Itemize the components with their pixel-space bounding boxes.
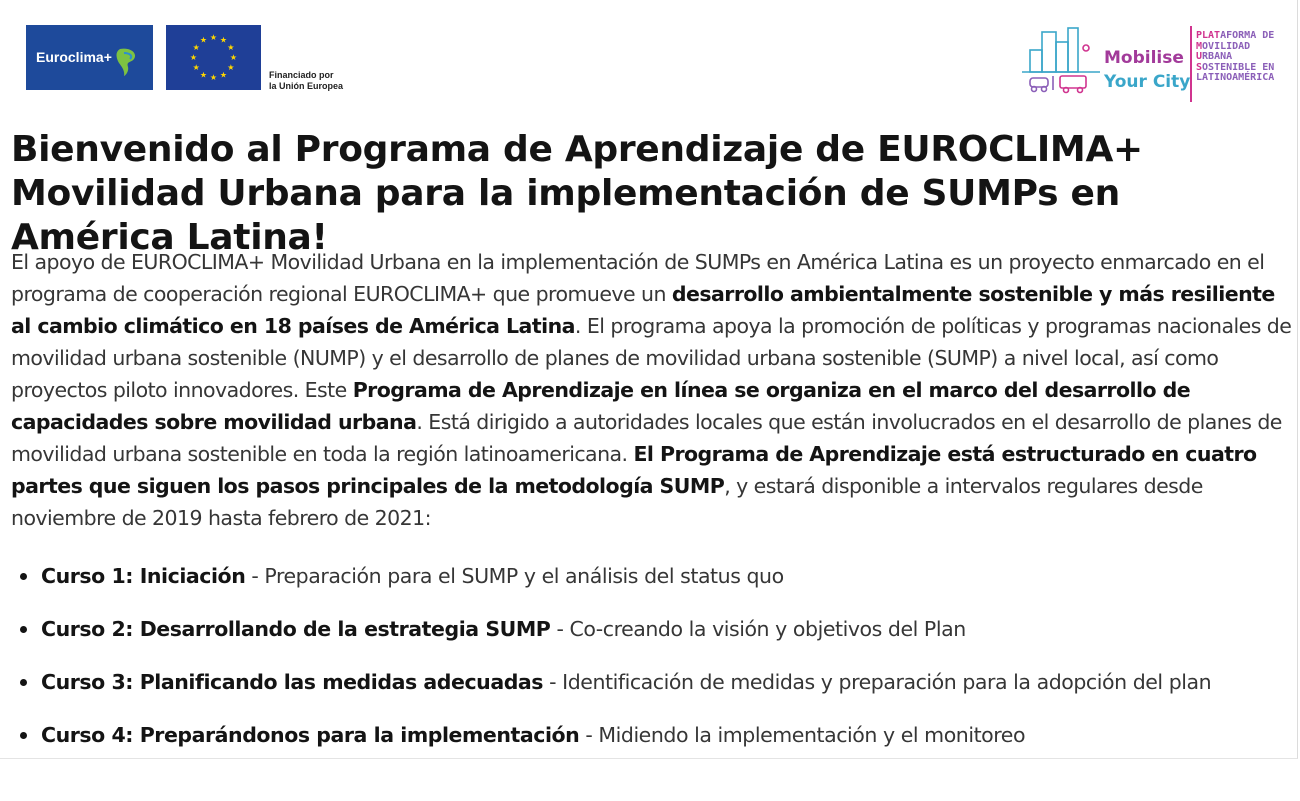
course-description: - Co-creando la visión y objetivos del Plan bbox=[550, 617, 966, 641]
list-item bbox=[11, 715, 1291, 768]
americas-leaf-icon bbox=[114, 45, 142, 77]
list-item bbox=[11, 609, 1291, 662]
logo-divider bbox=[1190, 26, 1192, 102]
course-description: - Identificación de medidas y preparación para la adopción del plan bbox=[543, 670, 1212, 694]
star-icon: ★ bbox=[229, 53, 238, 62]
course-title: Curso 1: Iniciación bbox=[41, 564, 246, 588]
list-item bbox=[11, 556, 1291, 609]
course-title: Curso 3: Planificando las medidas adecuadas bbox=[41, 670, 544, 694]
list-item bbox=[11, 662, 1291, 715]
eu-funding-caption bbox=[269, 70, 379, 92]
platform-line: MOVILIDAD bbox=[1196, 40, 1251, 52]
star-icon: ★ bbox=[227, 43, 235, 52]
intro-bold-2: Programa de Aprendizaje en línea se organiza en el marco del desarrollo de capacidades sobre movilidad urbana bbox=[11, 378, 1191, 434]
intro-text-3: . Está dirigido a autoridades locales que están involucrados en el desarrollo de planes de movilidad urbana sostenible en toda la región latinoamericana. bbox=[11, 410, 1282, 466]
intro-bold-1: desarrollo ambientalmente sostenible y más resiliente al cambio climático en 18 países de América Latina bbox=[11, 282, 1275, 338]
eu-stars-icon bbox=[166, 25, 261, 90]
platform-line: LATINOAMÉRICA bbox=[1196, 72, 1275, 83]
bullet-icon bbox=[20, 573, 27, 580]
eu-caption-line1: Financiado por bbox=[269, 70, 334, 80]
city-skyline-icon bbox=[1020, 26, 1102, 98]
platform-line: URBANA bbox=[1196, 51, 1233, 62]
star-icon: ★ bbox=[192, 43, 200, 52]
course-list bbox=[11, 556, 1291, 768]
page-title: Bienvenido al Programa de Aprendizaje de EUROCLIMA+ Movilidad Urbana para la implementación de SUMPs en América Latina! bbox=[11, 129, 1143, 258]
star-icon: ★ bbox=[192, 63, 200, 72]
intro-text-2: . El programa apoya la promoción de políticas y programas nacionales de movilidad urbana sostenible (NUMP) y el desarrollo de planes de movilidad urbana sostenible (SUMP) a nivel local, así como proyectos piloto innovadores. Este bbox=[11, 314, 1292, 402]
mobilise-your-city-logo bbox=[1020, 24, 1290, 104]
intro-bold-3: El Programa de Aprendizaje está estructurado en cuatro partes que siguen los pasos principales de la metodología SUMP bbox=[11, 442, 1257, 498]
star-icon: ★ bbox=[199, 70, 208, 80]
myc-wordmark bbox=[1104, 46, 1190, 94]
euroclima-logo bbox=[26, 25, 153, 90]
bullet-icon bbox=[20, 732, 27, 739]
course-description: - Midiendo la implementación y el monitoreo bbox=[579, 723, 1026, 747]
eu-flag bbox=[166, 25, 261, 90]
star-icon: ★ bbox=[219, 35, 228, 45]
course-description: - Preparación para el SUMP y el análisis del status quo bbox=[245, 564, 784, 588]
platform-line: SOSTENIBLE EN bbox=[1196, 61, 1275, 73]
myc-line2: Your City bbox=[1104, 72, 1191, 92]
eu-caption-line2: la Unión Europea bbox=[269, 81, 344, 91]
intro-text-4: , y estará disponible a intervalos regulares desde noviembre de 2019 hasta febrero de 2021: bbox=[11, 474, 1203, 530]
star-icon: ★ bbox=[219, 70, 228, 80]
star-icon: ★ bbox=[227, 63, 235, 72]
course-title: Curso 2: Desarrollando de la estrategia SUMP bbox=[41, 617, 551, 641]
bullet-icon bbox=[20, 626, 27, 633]
platform-wordmark bbox=[1196, 31, 1274, 84]
euroclima-logo-text: Euroclima+ bbox=[36, 49, 112, 65]
course-title: Curso 4: Preparándonos para la implementación bbox=[41, 723, 580, 747]
intro-text-1: El apoyo de EUROCLIMA+ Movilidad Urbana en la implementación de SUMPs en América Latina es un proyecto enmarcado en el programa de cooperación regional EUROCLIMA+ que promueve un bbox=[11, 250, 1265, 306]
myc-line1: Mobilise bbox=[1104, 48, 1184, 68]
platform-line: PLATAFORMA DE bbox=[1196, 30, 1275, 41]
star-icon: ★ bbox=[209, 33, 218, 42]
intro-paragraph bbox=[11, 246, 1296, 534]
star-icon: ★ bbox=[209, 73, 218, 82]
star-icon: ★ bbox=[199, 35, 208, 45]
star-icon: ★ bbox=[189, 53, 198, 62]
bullet-icon bbox=[20, 679, 27, 686]
